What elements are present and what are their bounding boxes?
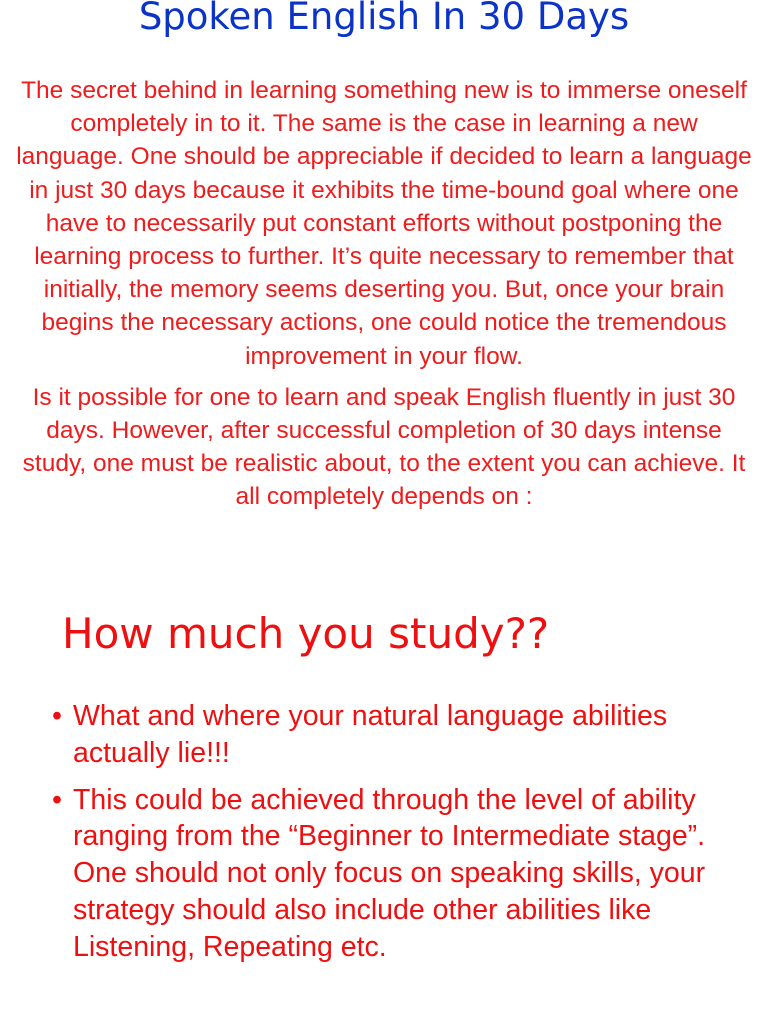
list-item [52, 782, 742, 966]
bullet-list [52, 698, 742, 976]
list-item-text: This could be achieved through the level of ability ranging from the “Beginner to Intermediate stage”. One should not only focus on speaking skills, your strategy should also include other abilities like Listening, Repeating etc. [73, 783, 706, 963]
bullet-icon: • [52, 700, 62, 732]
list-item [52, 698, 742, 772]
bullet-icon: • [52, 783, 62, 816]
intro-paragraph: The secret behind in learning something new is to immerse oneself completely in to it. The same is the case in learning a new language. One should be appreciable if decided to learn a language in just 30 days because it exhibits the time-bound goal where one have to necessarily put constant efforts without postponing the learning process to further. It’s quite necessary to remember that initially, the memory seems deserting you. But, once your brain begins the necessary actions, one could notice the tremendous improvement in your flow. [16, 77, 752, 370]
list-item-text: What and where your natural language abilities actually lie!!! [73, 700, 668, 769]
intro-text [16, 74, 752, 522]
section-heading: How much you study?? [62, 609, 550, 658]
page-title: Spoken English In 30 Days [138, 0, 630, 38]
intro-paragraph: Is it possible for one to learn and speak English fluently in just 30 days. However, after successful completion of 30 days intense study, one must be realistic about, to the extent you can achieve. It all completely depends on : [22, 383, 746, 511]
